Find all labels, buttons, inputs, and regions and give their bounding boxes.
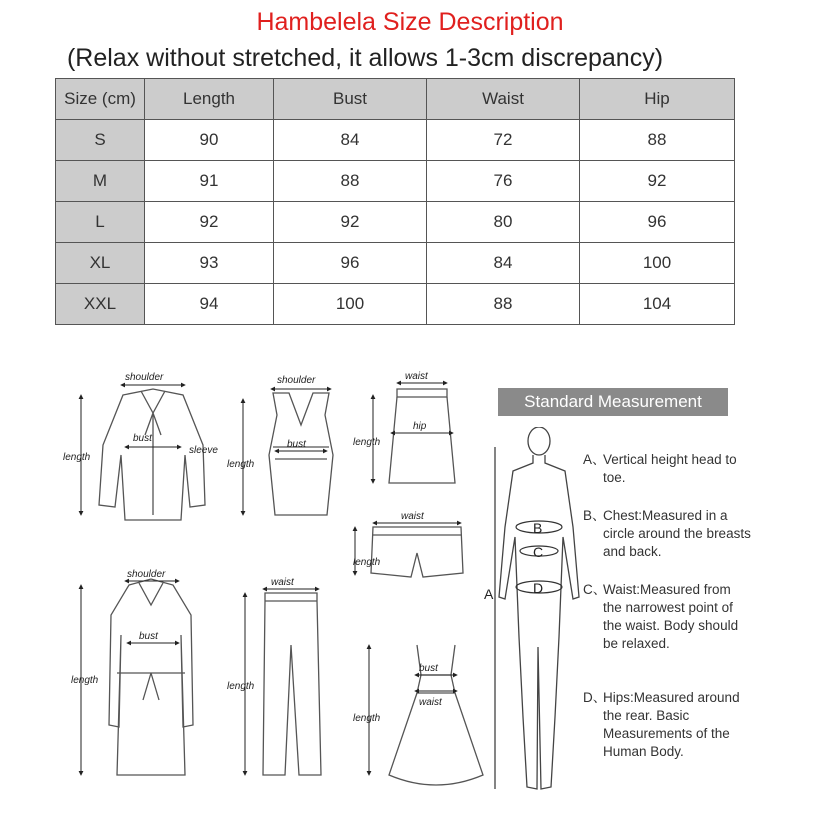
length-label: length <box>71 675 99 686</box>
bust-label: bust <box>139 631 158 642</box>
bust-cell: 84 <box>274 120 427 161</box>
bust-cell: 100 <box>274 284 427 325</box>
header-hip: Hip <box>580 79 735 120</box>
measurement-key: C、 <box>583 582 607 597</box>
length-label: length <box>227 459 255 470</box>
human-body-figure <box>483 427 583 805</box>
waist-cell: 88 <box>427 284 580 325</box>
hip-cell: 104 <box>580 284 735 325</box>
letter-c: C <box>533 544 544 560</box>
hip-cell: 96 <box>580 202 735 243</box>
chart-title: Hambelela Size Description <box>256 8 564 36</box>
hip-cell: 92 <box>580 161 735 202</box>
letter-b: B <box>533 520 543 536</box>
table-row <box>56 120 735 161</box>
bust-label: bust <box>287 439 306 450</box>
measurement-text: Hips:Measured around the rear. Basic Measurements of the Human Body. <box>603 690 740 759</box>
shoulder-label: shoulder <box>277 375 316 386</box>
bust-cell: 96 <box>274 243 427 284</box>
waist-label: waist <box>401 511 424 522</box>
measurement-key: D、 <box>583 690 607 705</box>
table-row <box>56 161 735 202</box>
waist-label: waist <box>419 697 442 708</box>
length-cell: 92 <box>145 202 274 243</box>
size-cell: S <box>56 120 145 161</box>
standard-measurement-heading: Standard Measurement <box>498 388 728 416</box>
waist-cell: 76 <box>427 161 580 202</box>
letter-a: A <box>484 586 494 602</box>
size-cell: M <box>56 161 145 202</box>
size-cell: L <box>56 202 145 243</box>
sleeve-label: sleeve <box>189 445 218 456</box>
length-label: length <box>63 452 91 463</box>
waist-cell: 72 <box>427 120 580 161</box>
bust-cell: 92 <box>274 202 427 243</box>
table-row <box>56 202 735 243</box>
measurement-key: B、 <box>583 508 606 523</box>
size-cell: XL <box>56 243 145 284</box>
header-size: Size (cm) <box>56 79 145 120</box>
hip-cell: 100 <box>580 243 735 284</box>
size-cell: XXL <box>56 284 145 325</box>
measurement-key: A、 <box>583 452 606 467</box>
bust-cell: 88 <box>274 161 427 202</box>
length-label: length <box>353 437 381 448</box>
measurement-text: Vertical height head to toe. <box>603 452 737 485</box>
measurement-text: Waist:Measured from the narrowest point of the waist. Body should be relaxed. <box>603 582 739 651</box>
hip-label: hip <box>413 421 427 432</box>
size-table <box>55 78 735 325</box>
tank-top-icon <box>269 393 333 515</box>
header-waist: Waist <box>427 79 580 120</box>
chart-subtitle: (Relax without stretched, it allows 1-3cm discrepancy) <box>66 44 664 72</box>
length-label: length <box>353 713 381 724</box>
waist-label: waist <box>405 371 428 382</box>
measurement-guide <box>55 355 765 805</box>
waist-cell: 80 <box>427 202 580 243</box>
length-cell: 94 <box>145 284 274 325</box>
pants-icon <box>263 593 321 775</box>
shorts-icon <box>371 527 463 577</box>
garment-diagrams <box>55 355 495 805</box>
length-cell: 93 <box>145 243 274 284</box>
coat-icon <box>109 579 193 775</box>
table-header-row <box>56 79 735 120</box>
skirt-icon <box>389 389 455 483</box>
shoulder-label: shoulder <box>125 372 164 383</box>
table-row <box>56 284 735 325</box>
length-cell: 90 <box>145 120 274 161</box>
length-cell: 91 <box>145 161 274 202</box>
table-row <box>56 243 735 284</box>
length-label: length <box>353 557 381 568</box>
hip-cell: 88 <box>580 120 735 161</box>
letter-d: D <box>533 580 544 596</box>
measurement-text: Chest:Measured in a circle around the breasts and back. <box>603 508 751 559</box>
bust-label: bust <box>133 433 152 444</box>
bust-label: bust <box>419 663 438 674</box>
shoulder-label: shoulder <box>127 569 166 580</box>
header-length: Length <box>145 79 274 120</box>
length-label: length <box>227 681 255 692</box>
waist-label: waist <box>271 577 294 588</box>
waist-cell: 84 <box>427 243 580 284</box>
header-bust: Bust <box>274 79 427 120</box>
